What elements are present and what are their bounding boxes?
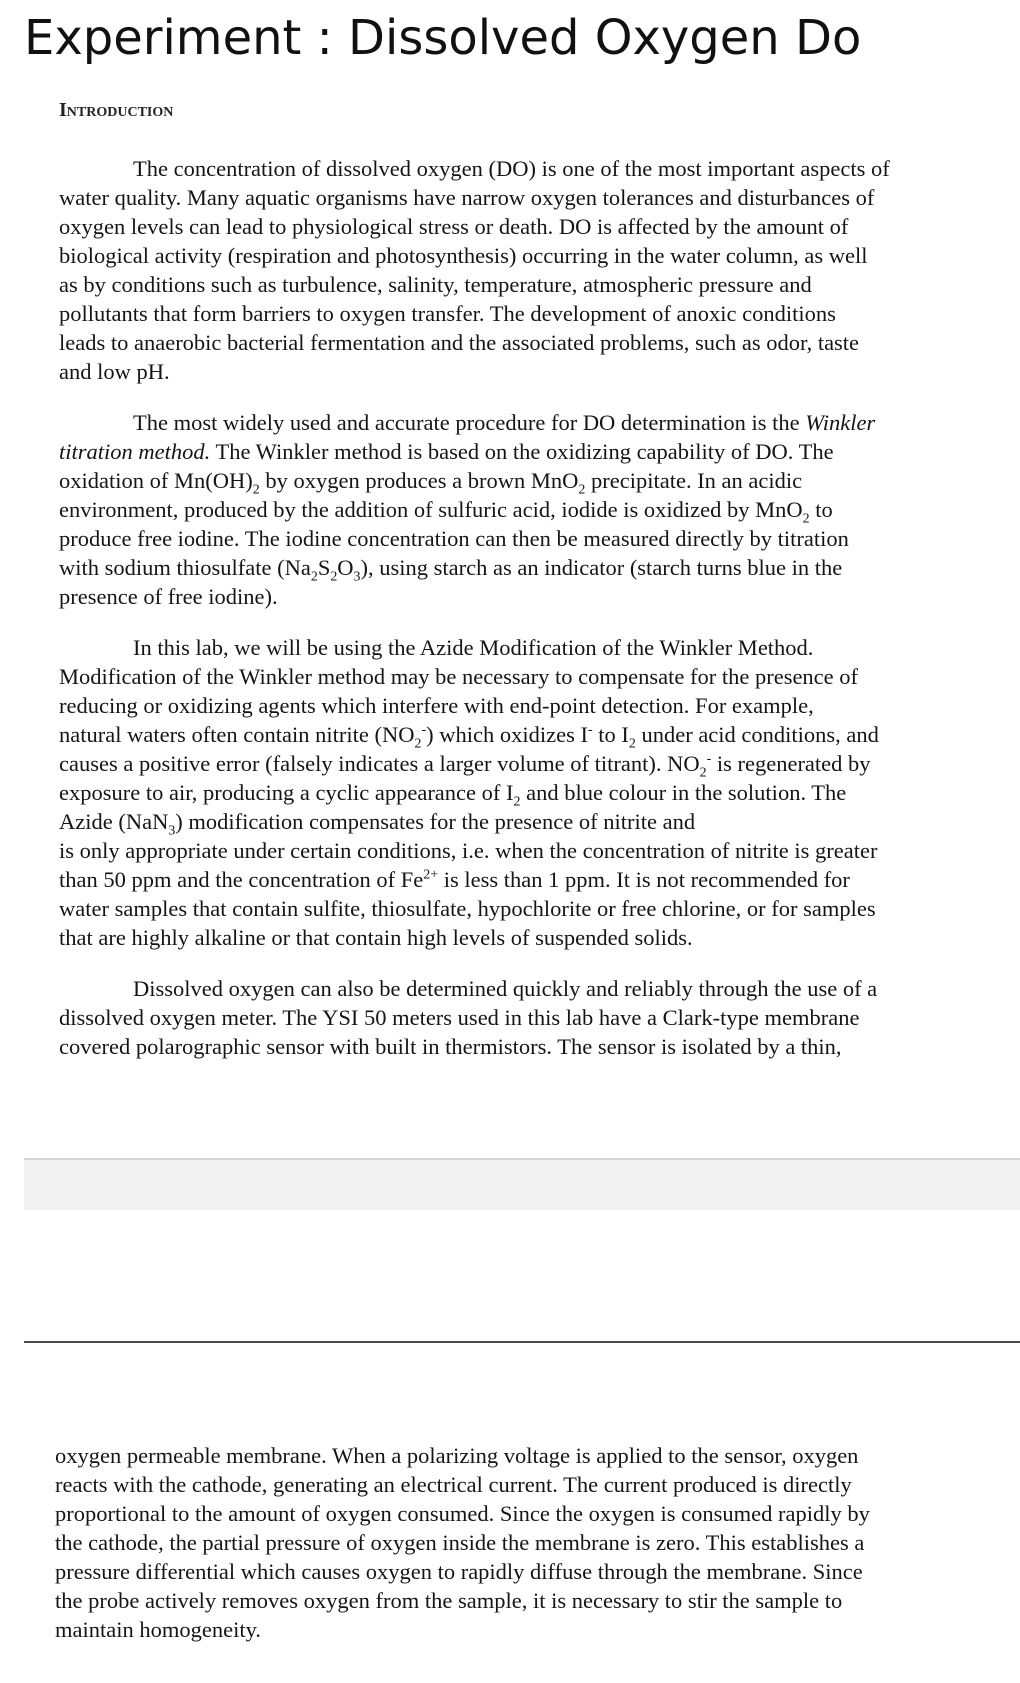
subscript: 2	[628, 736, 636, 752]
page-title: Experiment : Dissolved Oxygen Do	[24, 10, 862, 66]
text-line: water quality. Many aquatic organisms have narrow oxygen tolerances and disturbances of	[59, 185, 875, 210]
text-line: that are highly alkaline or that contain high levels of suspended solids.	[59, 925, 693, 950]
text-line	[59, 807, 971, 839]
subscript: 2	[330, 569, 338, 585]
text-run: precipitate. In an acidic	[585, 468, 803, 493]
text-line: Dissolved oxygen can also be determined quickly and reliably through the use of a	[133, 976, 878, 1001]
superscript: 2+	[423, 867, 439, 883]
text-run: causes a positive error (falsely indicates a larger volume of titrant). NO	[59, 751, 700, 776]
text-line: leads to anaerobic bacterial fermentation and the associated problems, such as odor, taste	[59, 330, 860, 355]
text-run: Azide (NaN	[59, 809, 169, 834]
text-line	[59, 437, 971, 466]
page-header-rule	[24, 1341, 1020, 1343]
text-line: pollutants that form barriers to oxygen transfer. The development of anoxic conditions	[59, 301, 836, 326]
text-run: exposure to air, producing a cyclic appearance of I	[59, 780, 514, 805]
text-line: reacts with the cathode, generating an electrical current. The current produced is directly	[55, 1472, 852, 1497]
page-two-body	[55, 1441, 985, 1666]
paragraph-2	[59, 408, 971, 611]
page-break-band	[24, 1158, 1020, 1210]
text-run: is less than 1 ppm. It is not recommended for	[438, 867, 850, 892]
text-line: as by conditions such as turbulence, salinity, temperature, atmospheric pressure and	[59, 272, 812, 297]
text-run: under acid conditions, and	[635, 722, 879, 747]
text-line: biological activity (respiration and photosynthesis) occurring in the water column, as well	[59, 243, 868, 268]
text-line: dissolved oxygen meter. The YSI 50 meters used in this lab have a Clark-type membrane	[59, 1005, 860, 1030]
text-line	[59, 408, 971, 437]
text-run: O	[337, 555, 354, 580]
paragraph-3	[59, 633, 971, 952]
text-run: to I	[592, 722, 629, 747]
text-run: oxidation of Mn(OH)	[59, 468, 253, 493]
subscript: 2	[699, 765, 707, 781]
text-run: The most widely used and accurate procedure for DO determination is the	[133, 410, 806, 435]
text-run: is regenerated by	[711, 751, 871, 776]
text-line: and low pH.	[59, 359, 170, 384]
text-line: the probe actively removes oxygen from the sample, it is necessary to stir the sample to	[55, 1588, 843, 1613]
text-line: oxygen levels can lead to physiological stress or death. DO is affected by the amount of	[59, 214, 849, 239]
text-line: Modification of the Winkler method may be necessary to compensate for the presence of	[59, 664, 859, 689]
text-line: water samples that contain sulfite, thiosulfate, hypochlorite or free chlorine, or for samples	[59, 896, 876, 921]
superscript: -	[421, 722, 427, 738]
text-line	[59, 749, 971, 781]
text-run: natural waters often contain nitrite (NO	[59, 722, 415, 747]
text-line	[59, 720, 971, 752]
subscript: 2	[414, 736, 422, 752]
text-line: oxygen permeable membrane. When a polarizing voltage is applied to the sensor, oxygen	[55, 1443, 859, 1468]
italic-text: titration method.	[59, 439, 211, 464]
subscript: 2	[802, 511, 810, 527]
section-heading: Introduction	[59, 99, 174, 121]
text-line: maintain homogeneity.	[55, 1617, 261, 1642]
paragraph-5	[55, 1441, 985, 1644]
subscript: 3	[353, 569, 361, 585]
text-line: The concentration of dissolved oxygen (DO) is one of the most important aspects of	[133, 156, 890, 181]
text-run: environment, produced by the addition of sulfuric acid, iodide is oxidized by MnO	[59, 497, 803, 522]
text-line: produce free iodine. The iodine concentration can then be measured directly by titration	[59, 526, 849, 551]
subscript: 2	[513, 794, 521, 810]
text-line: covered polarographic sensor with built in thermistors. The sensor is isolated by a thin,	[59, 1034, 842, 1059]
text-run: by oxygen produces a brown MnO	[259, 468, 579, 493]
superscript: -	[587, 722, 593, 738]
text-line	[59, 466, 971, 498]
text-line	[59, 865, 971, 894]
text-run: ) which oxidizes I	[426, 722, 588, 747]
text-line: the cathode, the partial pressure of oxygen inside the membrane is zero. This establishes a	[55, 1530, 865, 1555]
text-line: reducing or oxidizing agents which interfere with end-point detection. For example,	[59, 693, 814, 718]
text-line: In this lab, we will be using the Azide Modification of the Winkler Method.	[133, 635, 814, 660]
text-line: proportional to the amount of oxygen consumed. Since the oxygen is consumed rapidly by	[55, 1501, 870, 1526]
text-line: presence of free iodine).	[59, 584, 278, 609]
text-run: ) modification compensates for the presence of nitrite and	[175, 809, 696, 834]
text-run: The Winkler method is based on the oxidizing capability of DO. The	[210, 439, 834, 464]
text-run: ), using starch as an indicator (starch turns blue in the	[360, 555, 843, 580]
text-line	[59, 495, 971, 527]
text-run: and blue colour in the solution. The	[520, 780, 847, 805]
text-run: S	[317, 555, 331, 580]
text-line	[59, 778, 971, 810]
page-one-body	[59, 154, 971, 1083]
subscript: 3	[168, 823, 176, 839]
italic-text: Winkler	[805, 410, 876, 435]
subscript: 2	[310, 569, 318, 585]
text-run: with sodium thiosulfate (Na	[59, 555, 311, 580]
subscript: 2	[252, 482, 260, 498]
text-line: is only appropriate under certain conditions, i.e. when the concentration of nitrite is greater	[59, 838, 878, 863]
text-line: pressure differential which causes oxygen to rapidly diffuse through the membrane. Since	[55, 1559, 863, 1584]
paragraph-4	[59, 974, 971, 1061]
text-run: than 50 ppm and the concentration of Fe	[59, 867, 424, 892]
text-run: to	[809, 497, 833, 522]
superscript: -	[706, 751, 712, 767]
text-line	[59, 553, 971, 585]
subscript: 2	[578, 482, 586, 498]
paragraph-1	[59, 154, 971, 386]
